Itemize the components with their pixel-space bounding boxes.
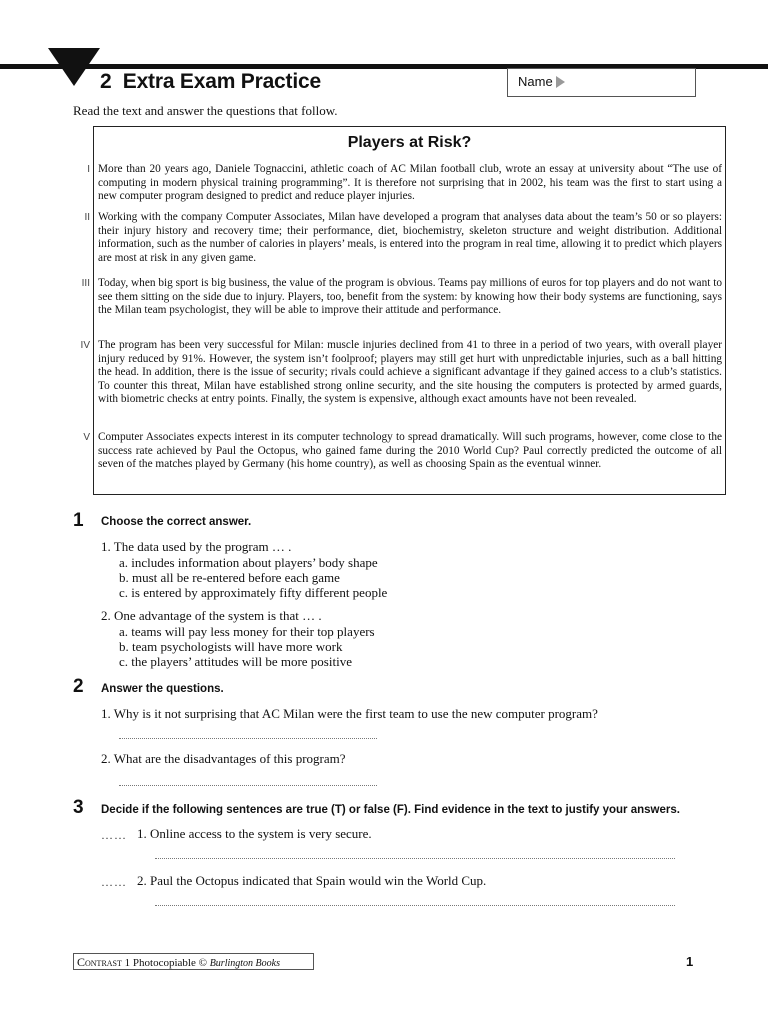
true-false-blank[interactable]: ……: [101, 875, 127, 889]
reading-title: Players at Risk?: [347, 134, 472, 151]
answer-option[interactable]: c. the players’ attitudes will be more positive: [119, 654, 352, 669]
name-label: Name: [518, 74, 553, 89]
paragraph-numeral: IV: [80, 340, 90, 351]
publisher-logo: Burlington Books: [209, 958, 280, 969]
question: 2. One advantage of the system is that … .: [101, 608, 322, 623]
page-title: [100, 70, 321, 94]
answer-line[interactable]: [119, 738, 377, 739]
paragraph: Working with the company Computer Associates, Milan have developed a program that analyses data about the team’s 50 or so players: their injury history and recovery time; their performance, diet, biochemistry, skeleton structure and weight distribution. Additional information, such as the number of calories in players’ meals, is entered into the program in real time, allowing it to predict which players are most at risk in any given game.: [98, 211, 722, 264]
series-name: Contrast: [77, 955, 122, 969]
unit-number: 2: [100, 70, 112, 93]
question: 1. The data used by the program … .: [101, 539, 292, 554]
evidence-line[interactable]: [155, 858, 675, 859]
evidence-line[interactable]: [155, 905, 675, 906]
paragraph: Computer Associates expects interest in its computer technology to spread dramatically. Will such programs, however, come close to the success rate achieved by Paul the Octopus, who gained fame during the 2010 World Cup? Paul correctly predicted the outcome of all seven of the matches played by Germany (his home country), as well as choosing Spain as the eventual winner.: [98, 431, 722, 470]
exercise-instruction: Choose the correct answer.: [101, 516, 252, 528]
exercise-number: 3: [73, 797, 84, 818]
exercise-number: 2: [73, 676, 84, 697]
paragraph-numeral: I: [87, 164, 90, 175]
question: 2. What are the disadvantages of this program?: [101, 751, 346, 766]
paragraph: More than 20 years ago, Daniele Tognaccini, athletic coach of AC Milan football club, wrote an essay at university about “The use of computing in modern physical training programming”. It is therefore not surprising that in 2002, his team was the first to start using a new computer program designed to predict and reduce player injuries.: [98, 163, 722, 202]
exercise-instruction: Decide if the following sentences are true (T) or false (F). Find evidence in the text to justify your answers.: [101, 804, 680, 816]
series-level: 1: [124, 957, 131, 969]
arrow-right-icon: [556, 76, 565, 88]
answer-option[interactable]: a. includes information about players’ body shape: [119, 555, 378, 570]
header-triangle-icon: [48, 48, 100, 86]
paragraph-numeral: II: [84, 212, 90, 223]
footer-credit: [73, 953, 314, 970]
answer-line[interactable]: [119, 785, 377, 786]
copyright-label: Photocopiable ©: [132, 957, 207, 969]
answer-option[interactable]: c. is entered by approximately fifty different people: [119, 585, 388, 600]
paragraph-numeral: III: [81, 278, 90, 289]
paragraph: Today, when big sport is big business, the value of the program is obvious. Teams pay millions of euros for top players and do not want to see them sitting on the side due to injury. Players, too, benefit from the system: by knowing how their body systems are functioning, says the Milan team psychologist, they will be able to improve their attitude and performance.: [98, 277, 722, 316]
answer-option[interactable]: a. teams will pay less money for their top players: [119, 624, 375, 639]
exercise-instruction: Answer the questions.: [101, 683, 224, 695]
paragraph-numeral: V: [83, 432, 90, 443]
instruction: Read the text and answer the questions that follow.: [73, 103, 338, 118]
true-false-blank[interactable]: ……: [101, 828, 127, 842]
question: 1. Why is it not surprising that AC Milan were the first team to use the new computer program?: [101, 706, 598, 721]
statement: 1. Online access to the system is very secure.: [137, 826, 372, 841]
name-field[interactable]: [507, 68, 696, 97]
answer-option[interactable]: b. team psychologists will have more work: [119, 639, 343, 654]
page-number: 1: [686, 954, 694, 969]
exercise-number: 1: [73, 510, 84, 531]
answer-option[interactable]: b. must all be re-entered before each game: [119, 570, 340, 585]
title-text: Extra Exam Practice: [122, 70, 321, 93]
statement: 2. Paul the Octopus indicated that Spain would win the World Cup.: [137, 873, 487, 888]
reading-text-box: [93, 126, 726, 495]
paragraph: The program has been very successful for Milan: muscle injuries declined from 41 to three in a period of two years, with overall player injury reduced by 91%. However, the system isn’t foolproof; players may still get hurt with unpredictable injuries, such as a ball hitting the head. In addition, there is the issue of security; rivals could achieve a significant advantage if they gained access to a club’s statistics. To counter this threat, Milan have established strong online security, and the site housing the computers is protected by armed guards, with biometric checks at entry points. Finally, the system is expensive, although exact amounts have not been revealed.: [98, 339, 722, 405]
